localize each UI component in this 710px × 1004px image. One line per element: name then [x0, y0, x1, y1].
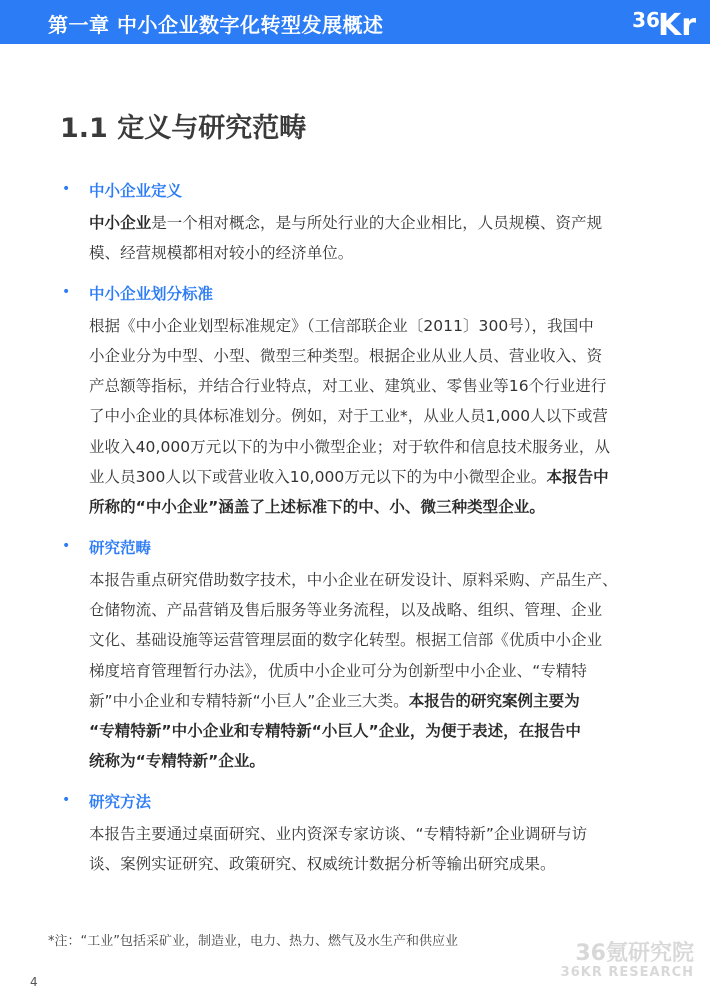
36kr-logo	[632, 3, 696, 43]
page-number: 4	[30, 975, 38, 989]
item-paragraph	[89, 819, 662, 880]
bold-text: 本报告中	[546, 468, 609, 487]
logo-part-kr: Kr	[657, 8, 696, 43]
bold-text: “专精特新”中小企业和专精特新“小巨人”企业，为便于表述，在报告中	[89, 722, 581, 741]
item-paragraph	[89, 208, 662, 269]
bullet-icon: •	[62, 537, 71, 554]
logo-part-36: 36	[632, 8, 660, 32]
item-paragraph	[89, 565, 662, 777]
paragraph-line: 小企业分为中型、小型、微型三种类型。根据企业从业人员、营业收入、资	[89, 346, 603, 365]
list-item-research-method	[62, 787, 662, 880]
paragraph-line: 模、经营规模都相对较小的经济单位。	[89, 244, 354, 263]
36kr-research-watermark	[561, 942, 694, 980]
paragraph-line	[89, 462, 662, 492]
paragraph-line	[89, 208, 662, 238]
line-text: 新”中小企业和专精特新“小巨人”企业三大类。	[89, 691, 409, 710]
chapter-title: 第一章 中小企业数字化转型发展概述	[48, 13, 384, 37]
paragraph-line: 仓储物流、产品营销及售后服务等业务流程，以及战略、组织、管理、企业	[89, 600, 603, 619]
item-title: 中小企业定义	[89, 182, 183, 200]
section-title: 1.1 定义与研究范畴	[60, 113, 307, 144]
bullet-icon: •	[62, 181, 71, 197]
bold-text: 所称的“中小企业”涵盖了上述标准下的中、小、微三种类型企业。	[89, 498, 545, 517]
item-title: 研究范畴	[89, 538, 152, 557]
paragraph-line: 文化、基础设施等运营管理层面的数字化转型。根据工信部《优质中小企业	[89, 631, 603, 650]
paragraph-line: 谈、案例实证研究、政策研究、权威统计数据分析等输出研究成果。	[89, 855, 556, 874]
paragraph-line: 产总额等指标，并结合行业特点，对工业、建筑业、零售业等16个行业进行	[89, 377, 607, 396]
bullet-icon: •	[62, 283, 71, 300]
paragraph-line	[89, 716, 662, 746]
paragraph-line: 本报告主要通过桌面研究、业内资深专家访谈、“专精特新”企业调研与访	[89, 824, 588, 843]
paragraph-line	[89, 492, 662, 522]
item-paragraph	[89, 311, 662, 523]
bullet-icon: •	[62, 791, 71, 808]
watermark-line-1: 36氪研究院	[575, 941, 694, 966]
chapter-header-bar	[0, 0, 710, 44]
paragraph-line: 根据《中小企业划型标准规定》（工信部联企业〔2011〕300号），我国中	[89, 316, 594, 335]
item-title: 中小企业划分标准	[89, 284, 214, 303]
item-title: 研究方法	[89, 792, 152, 811]
paragraph-line: 了中小企业的具体标准划分。例如，对于工业*，从业人员1,000人以下或营	[89, 407, 608, 426]
bold-text: 统称为“专精特新”企业。	[89, 752, 265, 771]
paragraph-line	[89, 746, 662, 776]
watermark-line-2: 36KR RESEARCH	[560, 965, 694, 981]
bold-text: 本报告的研究案例主要为	[408, 691, 580, 710]
paragraph-line: 本报告重点研究借助数字技术，中小企业在研发设计、原料采购、产品生产、	[89, 570, 618, 589]
paragraph-line: 业收入40,000万元以下的为中小微型企业；对于软件和信息技术服务业，从	[89, 437, 611, 456]
line-text: 是一个相对概念，是与所处行业的大企业相比，人员规模、资产规	[151, 214, 603, 232]
list-item-sme-definition	[62, 176, 662, 269]
list-item-research-scope	[62, 533, 662, 777]
list-item-classification-standard	[62, 279, 662, 523]
footnote: *注：“工业”包括采矿业，制造业，电力、热力、燃气及水生产和供应业	[48, 934, 458, 949]
paragraph-line: 梯度培育管理暂行办法》，优质中小企业可分为创新型中小企业、“专精特	[89, 661, 587, 680]
paragraph-line	[89, 686, 662, 716]
line-text: 业人员300人以下或营业收入10,000万元以下的为中小微型企业。	[89, 468, 547, 487]
content-list	[62, 176, 662, 889]
bold-text: 中小企业	[89, 214, 152, 232]
